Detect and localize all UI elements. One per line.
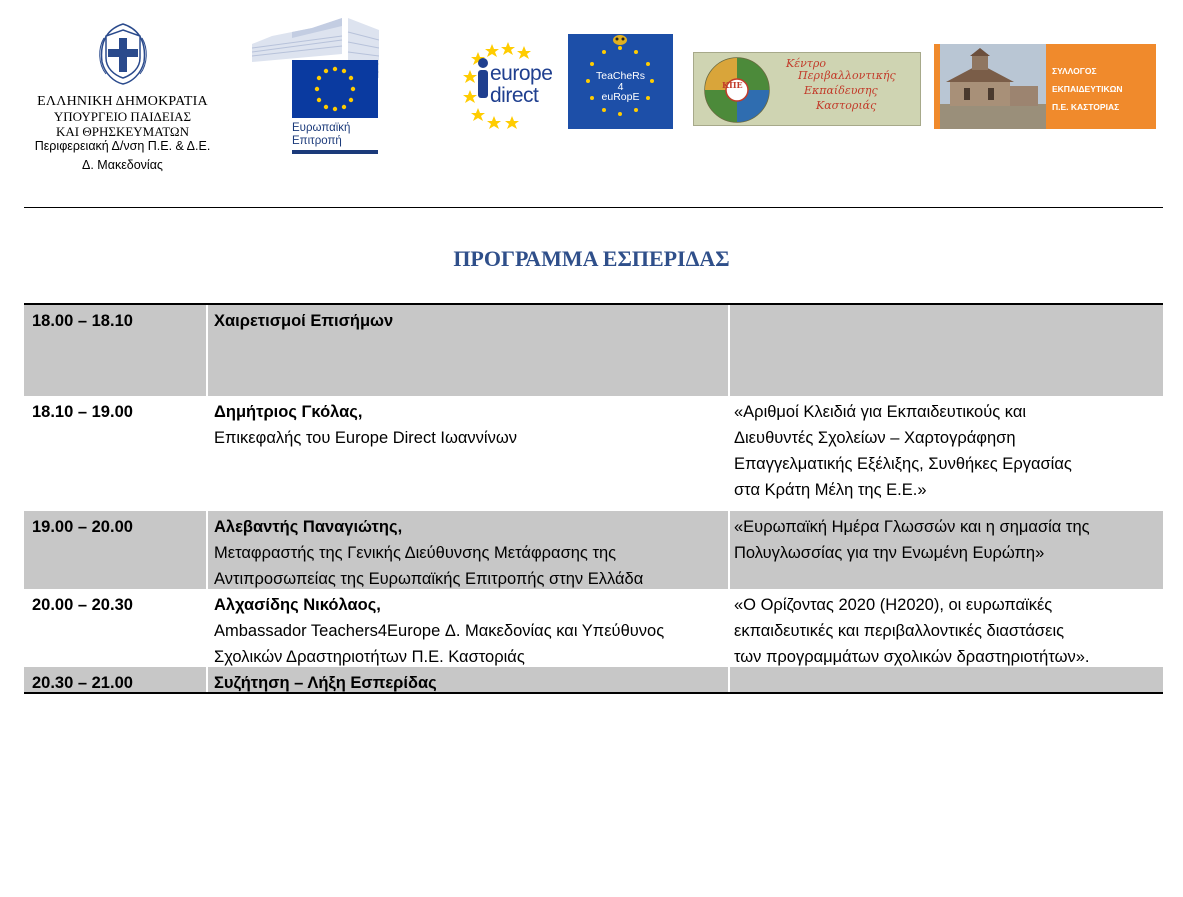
byzantine-church-photo-icon (940, 44, 1046, 129)
association-line-2: ΕΚΠΑΙΔΕΥΤΙΚΩΝ (1052, 84, 1123, 94)
speaker-cell (208, 589, 728, 667)
ministry-line-3: ΚΑΙ ΘΡΗΣΚΕΥΜΑΤΩΝ (56, 124, 189, 139)
teachers4europe-logo (568, 34, 673, 129)
eu-logo-caption (292, 122, 350, 148)
european-commission-logo (252, 18, 379, 156)
association-line-3: Π.Ε. ΚΑΣΤΟΡΙΑΣ (1052, 102, 1120, 112)
ministry-block (20, 18, 225, 173)
speaker-name: Αλχασίδης Νικόλαος, (214, 596, 381, 614)
europe-direct-logo (462, 40, 560, 130)
time-cell: 20.00 – 20.30 (32, 596, 133, 614)
topic-cell (730, 667, 1163, 692)
kpe-line-1: Κέντρο (786, 57, 826, 70)
topic-line: «Ο Ορίζοντας 2020 (Η2020), οι ευρωπαϊκές (734, 596, 1053, 614)
kpe-badge: ΚΠΕ (722, 80, 743, 90)
kpe-emblem-icon (702, 55, 772, 125)
eu-logo-underline (292, 150, 378, 154)
topic-line: των προγραμμάτων σχολικών δραστηριοτήτων». (734, 648, 1090, 666)
europe-direct-line-1: europe (490, 62, 553, 85)
speaker-cell (208, 396, 728, 511)
speaker-cell: Συζήτηση – Λήξη Εσπερίδας (208, 667, 728, 692)
speaker-cell: Χαιρετισμοί Επισήμων (208, 305, 728, 396)
topic-line: στα Κράτη Μέλη της Ε.Ε.» (734, 481, 927, 499)
programme-row (24, 589, 1163, 667)
time-cell: 18.10 – 19.00 (32, 403, 133, 421)
ministry-line-2: ΥΠΟΥΡΓΕΙΟ ΠΑΙΔΕΙΑΣ (53, 109, 192, 124)
time-cell: 18.00 – 18.10 (24, 305, 206, 396)
speaker-role: Επικεφαλής του Europe Direct Ιωαννίνων (214, 429, 517, 447)
time-cell: 19.00 – 20.00 (24, 511, 206, 589)
programme-row (24, 511, 1163, 589)
ministry-line-1: ΕΛΛΗΝΙΚΗ ΔΗΜΟΚΡΑΤΙΑ (37, 94, 208, 109)
topic-cell (730, 589, 1163, 667)
teachers-line-2: 4 (617, 81, 624, 93)
header-divider (24, 207, 1163, 208)
topic-cell (730, 396, 1163, 511)
topic-cell (730, 305, 1163, 396)
topic-line: Επαγγελματικής Εξέλιξης, Συνθήκες Εργασίας (734, 455, 1072, 473)
topic-line: «Αριθμοί Κλειδιά για Εκπαιδευτικούς και (734, 403, 1027, 421)
kpe-line-2: Περιβαλλοντικής (798, 69, 896, 82)
speaker-cell (208, 511, 728, 589)
speaker-name: Δημήτριος Γκόλας, (214, 403, 363, 421)
eu-caption-line-1: Ευρωπαϊκή (292, 122, 351, 134)
speaker-role: Ambassador Teachers4Europe Δ. Μακεδονίας και Υπεύθυνος Σχολικών Δραστηριοτήτων Π.Ε. Καστοριάς (214, 622, 665, 666)
kpe-line-4: Καστοριάς (816, 99, 877, 112)
teachers-line-1: TeaCheRs (595, 70, 646, 82)
topic-line: «Ευρωπαϊκή Ημέρα Γλωσσών και η σημασία της (734, 518, 1090, 536)
europe-direct-line-2: direct (490, 84, 539, 107)
topic-line: εκπαιδευτικές και περιβαλλοντικές διαστάσεις (734, 622, 1065, 640)
environmental-education-center-logo (693, 52, 921, 126)
topic-cell (730, 511, 1163, 589)
kpe-line-3: Εκπαίδευσης (804, 84, 878, 97)
ministry-line-5: Δ. Μακεδονίας (82, 158, 163, 172)
eu-caption-line-2: Επιτροπή (292, 135, 342, 147)
speaker-name: Αλεβαντής Παναγιώτης, (214, 518, 403, 536)
berlaymont-building-icon (252, 18, 379, 122)
page-header (0, 0, 1183, 200)
teachers-line-3: euRopE (601, 91, 640, 103)
time-cell: 20.30 – 21.00 (24, 667, 206, 692)
page-title: ΠΡΟΓΡΑΜΜΑ ΕΣΠΕΡΙΔΑΣ (453, 246, 730, 271)
teachers-association-logo (934, 44, 1156, 129)
programme-row (24, 396, 1163, 511)
association-line-1: ΣΥΛΛΟΓΟΣ (1052, 66, 1097, 76)
topic-line: Διευθυντές Σχολείων – Χαρτογράφηση (734, 429, 1016, 447)
programme-row (24, 303, 1163, 396)
ministry-line-4: Περιφερειακή Δ/νση Π.Ε. & Δ.Ε. (34, 139, 211, 153)
topic-line: Πολυγλωσσίας για την Ενωμένη Ευρώπη» (734, 544, 1045, 562)
programme-table (24, 303, 1163, 694)
speaker-role: Μεταφραστής της Γενικής Διεύθυνσης Μετάφρασης της Αντιπροσωπείας της Ευρωπαϊκής Επιτροπής στην Ελλάδα (214, 544, 644, 588)
programme-row (24, 667, 1163, 694)
greek-emblem-icon (92, 18, 154, 88)
